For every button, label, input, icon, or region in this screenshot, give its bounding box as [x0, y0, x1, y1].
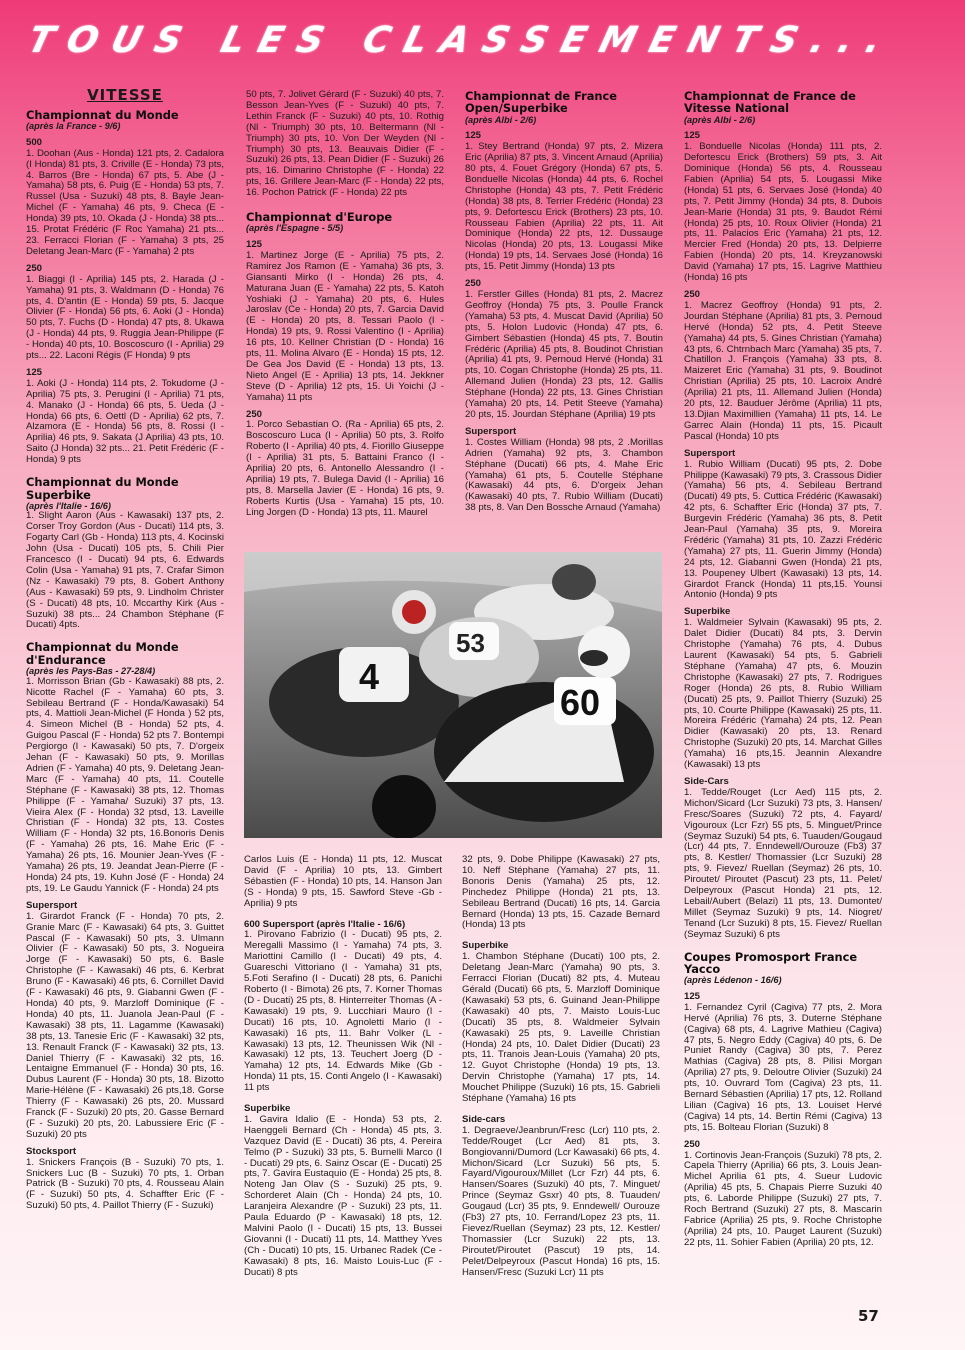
- category-label: 125: [684, 990, 701, 1002]
- category-label: 250: [26, 262, 43, 274]
- category-label: 125: [684, 130, 701, 142]
- results-text: 1. Ferstler Gilles (Honda) 81 pts, 2. Macrez Geoffroy (Honda) 75 pts, 3. Poulle Franck (Yamaha) 53 pts, 4. Muscat David (Aprilia) 50 pts, 5. Holon Ludovic (Honda) 47 pts, 6. Gimbert Sébastien (Honda) 45 pts, 7. Boutin Frédéric (Aprilia) 45 pts, 8. Boudinot Christian (Aprilia) 41 pts, 9. Pernoud Hervé (Honda) 31 pts, 10. Cogan Christophe (Honda) 25 pts, 11. Allemand Julien (Honda) 23 pts, 12. Gallis Stéphane (Honda) 22 pts, 13. Gines Christian (Yamaha) 20 pts, 14. Petit Steeve (Yamaha) 20 pts, 15. Jourdan Stéphane (Aprilia) 19 pts: [465, 289, 663, 420]
- category-label: Superbike: [462, 940, 509, 952]
- results-text: 1. Pirovano Fabrizio (I - Ducati) 95 pts, 2. Meregalli Massimo (I - Yamaha) 74 pts, 3. Mariottini Camillo (I - Ducati) 49 pts, 4. Guareschi Vittoriano (I - Yamaha) 31 pts, 5.Foti Serafino (I - Ducati) 28 pts, 6. Panichi Roberto (I - Bimota) 26 pts, 7. Korner Thomas (D - Ducati) 25 pts, 8. Hinterreiter Thomas (A - Kawasaki) 19 pts, 9. Lucchiari Mauro (I - Ducati) 16 pts, 10. Agnoletti Mario (I - Kawasaki) 16 pts, 11. Bahr Volker (L - Kawasaki) 13 pts, 12. Theunissen Wik (Nl - Kawasaki) 12 pts, 13. Teuchert Joerg (D - Yamaha) 12 pts, 14. Edwards Mike (Gb - Honda) 11 pts, 15. Conti Angelo (I - Kawasaki) 11 pts: [244, 929, 442, 1094]
- category-label: Superbike: [684, 606, 731, 618]
- category-label: 125: [246, 238, 263, 250]
- column-3-continued: [462, 855, 660, 1279]
- category-label: Supersport: [465, 425, 517, 437]
- results-text: 1. Doohan (Aus - Honda) 121 pts, 2. Cadalora (I Honda) 81 pts, 3. Criville (E - Honda) 73 pts, 4. Barros (Bre - Honda) 67 pts, 5. Abe (J - Yamaha) 58 pts, 6. Puig (E - Honda) 53 pts, 7. Russel (Usa - Suzuki) 48 pts, 8. Bayle Jean-Michel (F - Yamaha) 46 pts, 9. Checa (E - Honda) 39 pts, 10. Okada (J - Honda) 38 pts... 15. Protat Frédéric (F Roc Yamaha) 21 pts... 23. Ferracci Florian (F - Yamaha) 3 pts, 25 Deletang Jean-Marc (F - Yamaha) 2 pts: [26, 147, 224, 257]
- section-title: Championnat du Monde: [26, 107, 179, 122]
- results-text: 1. Biaggi (I - Aprilia) 145 pts, 2. Harada (J - Yamaha) 91 pts, 3. Waldmann (D - Honda) 76 pts, 4. D'antin (E - Honda) 59 pts, 5. Jacque Olivier (F - Honda) 56 pts, 6. Aoki (J - Honda) 50 pts, 7. Fuchs (D - Honda) 47 pts, 8. Ukawa (J - Honda) 44 pts, 9. Ruggia Jean-Philippe (F - Honda) 40 pts, 10. Boscoscuro (I - Aprilia) 29 pts... 22. Laconi Régis (F Honda) 9 pts: [26, 273, 224, 362]
- results-text: 1. Fernandez Cyril (Cagiva) 77 pts, 2. Mora Hervé (Aprilia) 76 pts, 3. Duterne Stéphane (Cagiva) 68 pts, 4. Lagrive Mathieu (Cagiva) 47 pts, 5. Negro Eddy (Cagiva) 40 pts, 6. De Puniet Randy (Cagiva) 30 pts, 7. Perez Mathias (Cagiva) 28 pts, 8. Pilisi Morgan (Aprilia) 27 pts, 9. Deloutre Olivier (Suzuki) 24 pts, 10. Ouvrard Tom (Cagiva) 23 pts, 11. Bernard Sébastien (Aprilia) 17 pts, 12. Rolland Lilian (Cagiva) 16 pts, 13. Louiset Hervé (Cagiva) 14 pts, 14. Bertin Rémi (Cagiva) 13 pts, 15. Bolteau Florian (Suzuki) 8: [684, 1001, 882, 1133]
- category-label: 600 Supersport (après l'Italie - 16/6): [244, 918, 406, 930]
- section-subtitle: (après Albi - 2/6): [684, 114, 756, 125]
- section-title: Championnat du Monde d'Endurance: [26, 640, 179, 667]
- category-label: Superbike: [244, 1103, 291, 1115]
- category-label: 250: [684, 1138, 701, 1150]
- category-label: 125: [26, 366, 43, 378]
- results-text: 32 pts, 9. Dobe Philippe (Kawasaki) 27 pts, 10. Neff Stéphane (Yamaha) 27 pts, 11. Bonoris Denis (Yamaha) 25 pts, 12. Pinchedez Philippe (Honda) 21 pts, 13. Sebileau Bertrand (Ducati) 16 pts, 14. Garcia Bernard (Honda) 13 pts, 15. Cazade Bernard (Honda) 13 pts: [462, 854, 660, 931]
- section-title: Championnat de France de Vitesse National: [684, 89, 856, 116]
- category-label: Side-Cars: [684, 775, 729, 787]
- results-text: Carlos Luis (E - Honda) 11 pts, 12. Muscat David (F - Aprilia) 10 pts, 13. Gimbert Sébastien (F - Honda) 10 pts, 14. Hanson Jan (S - Honda) 9 pts, 15. Sawford Steve -Gb - Aprilia) 9 pts: [244, 854, 442, 909]
- section-title: Championnat de France Open/Superbike: [465, 89, 618, 116]
- column-2: [246, 90, 444, 529]
- section-title: Championnat du Monde Superbike: [26, 475, 179, 502]
- section-subtitle: (après l'Italie - 16/6): [26, 500, 111, 511]
- results-text: 1. Porco Sebastian O. (Ra - Aprilia) 65 pts, 2. Boscoscuro Luca (I - Aprilia) 50 pts, 3. Rolfo Roberto (I - Aprilia) 40 pts, 4. Fiorillo Giuseppe (I - Aprilia) 31 pts, 5. Battaini Franco (I - Aprilia) 20 pts, 6. Antonello Alessandro (I - Aprilia) 19 pts, 7. Bulega David (I - Aprilia) 16 pts, 8. Marsella Javier (E - Honda) 16 pts, 9. Roberts Kurtis (Usa - Yamaha) 15 pts, 10. Ling Jorgen (D - Honda) 13 pts, 11. Maurel: [246, 419, 444, 518]
- endurance-section: [26, 641, 224, 1212]
- results-text: 1. Gavira Idalio (E - Honda) 53 pts, 2. Haenggeli Bernard (Ch - Honda) 45 pts, 3. Vazquez David (E - Ducati) 36 pts, 4. Pereira Telmo (P - Suzuki) 33 pts, 5. Burnelli Marco (I - Ducati) 29 pts, 6. Sainz Oscar (E - Ducati) 25 pts, 7. Gavira Eustaquio (E - Honda) 25 pts, 8. Noteng Jan Olav (S - Suzuki) 25 pts, 9. Schorderet Alain (Ch - Honda) 24 pts, 10. Laranjeira Alexandre (P - Suzuki) 23 pts, 11. Paula Eduardo (P - Kawasaki) 18 pts, 12. Malvini Paolo (I - Ducati) 15 pts, 13. Bussei Giovanni (I - Ducati) 11 pts, 14. Matthey Yves (Ch - Ducati) 10 pts, 15. Urbanec Radek (Ce - Kawasaki) 8 pts, 16. Maisto Louis-Luc (F - Ducati) 8 pts: [244, 1113, 442, 1278]
- race-photo: [244, 552, 662, 838]
- results-text: 1. Bonduelle Nicolas (Honda) 111 pts, 2. Defortescu Erick (Brothers) 59 pts, 3. Ait Dominique (Honda) 56 pts, 4. Rousseau Fabien (Aprilia) 54 pts, 5. Lougassi Mike (Honda) 51 pts, 6. Servaes José (Honda) 40 pts, 7. Petit Jimmy (Honda) 34 pts, 8. Dubois Jean-Marie (Honda) 31 pts, 9. Baudot Rémi (Honda) 25 pts, 10. Roux Olivier (Honda) 21 pts, 11. Palacios Eric (Yamaha) 21 pts, 12. Mercier Fred (Honda) 20 pts, 13. Delpierre Fabien (Honda) 20 pts, 14. Kreyzanowski David (Yamaha) 17 pts, 15. Lagrive Matthieu (Honda) 16 pts: [684, 141, 882, 284]
- column-2-continued: [244, 855, 442, 1279]
- championnat-monde-section: [26, 109, 224, 466]
- section-subtitle: (après les Pays-Bas - 27-28/4): [26, 666, 156, 677]
- championnat-europe-section: [246, 211, 444, 519]
- race-number-front: 60: [560, 682, 601, 723]
- results-text: 1. Morrisson Brian (Gb - Kawasaki) 88 pts, 2. Nicotte Rachel (F - Yamaha) 60 pts, 3. Sebileau Bertrand (F - Honda/Kawasaki) 54 pts, 4. Mattioli Jean-Michel (F Honda ) 52 pts, 4. Simeon Michel (B - Honda) 52 pts, 4. Guigou Pascal (F - Honda) 52 pts 7. Bontempi Pergiorgo (I - Kawasaki) 50 pts, 7. D'orgeix Jehan (F - Kawasaki) 50 pts, 9. Morillas Adrien (F - Yamaha) 40 pts, 9. Deletang Jean-Marc (F - Yamaha) 40 pts, 11. Coutelle Stéphane (F - Kawasaki) 38 pts, 12. Thomas Philippe (F - Yamaha/ Suzuki) 37 pts, 13. Vieira Alex (F - Honda) 32 ptsd, 13. Laveille Christian (F - Honda) 32 pts, 13. Costes William (F - Honda) 32 pts, 16.Bonoris Denis (F - Yamaha) 26 pts, 16. Mahe Eric (F - Yamaha) 26 pts, 16. Mounier Jean-Yves (F - Yamaha) 26 pts, 19. Jeandat Jean-Pierre (F - Honda) 24 pts, 19. Kuhn José (F - Honda) 24 pts, 19. Le Gaudu Yannick (F - Honda) 24 pts: [26, 675, 224, 894]
- section-subtitle: (après l'Espagne - 5/5): [246, 223, 344, 234]
- section-subtitle: (après Lédenon - 16/6): [684, 975, 782, 986]
- category-label: 250: [684, 289, 701, 300]
- france-vitesse-national-section: [684, 90, 882, 941]
- france-open-superbike-section: [465, 90, 663, 514]
- section-title: Championnat d'Europe: [246, 210, 393, 225]
- motorcycle-race-illustration: [244, 552, 662, 838]
- race-number-back: 53: [456, 628, 485, 658]
- results-text: 1. Stey Bertrand (Honda) 97 pts, 2. Mizera Eric (Aprilia) 87 pts, 3. Vincent Arnaud (Aprilia) 80 pts, 4. Fouet Grégory (Honda) 67 pts, 5. Bonduelle Nicolas (Honda) 44 pts, 6. Rochel Christophe (Honda) 43 pts, 7. Petit Frédéric (Honda) 38 pts, 8. Terrier Frédéric (Honda) 23 pts, 9. Defortescu Erick (Brothers) 23 pts, 10. Rousseau Fabien (Aprilia) 22 pts, 11. Ait Dominique (Honda) 22 pts, 12. Dussauge Nicolas (Honda) 20 pts, 13. Lougassi Mike (Honda) 19 pts, 14. Servaes José (Honda) 16 pts, 15. Petit Jimmy (Honda) 13 pts: [465, 141, 663, 273]
- category-label: Supersport: [684, 447, 736, 459]
- page-number: 57: [858, 1307, 879, 1325]
- results-text: 50 pts, 7. Jolivet Gérard (F - Suzuki) 40 pts, 7. Besson Jean-Yves (F - Suzuki) 40 pts, 7. Lethin Franck (F - Suzuki) 40 pts, 10. Rothig (Nl - Triumph) 30 pts, 10. Beltermann (Nl - Triumph) 30 pts, 10. Von Der Weyden (Nl - Triumph) 30 pts, 13. Beauvais Didier (F - Suzuki) 26 pts, 13. Pean Didier (F - Suzuki) 26 pts, 16. Dimarino Christophe (F - Honda) 22 pts, 16. Grillere Jean-Marc (F - Honda) 22 pts, 16. Pochon Patrick (F - Honda) 22 pts: [246, 89, 444, 199]
- results-text: 1. Chambon Stéphane (Ducati) 100 pts, 2. Deletang Jean-Marc (Yamaha) 90 pts, 3. Ferracci Florian (Ducati) 82 pts, 4. Muteau Gérald (Ducati) 66 pts, 5. Marzloff Dominique (Kawasaki) 53 pts, 6. Guinand Jean-Philippe (Kawasaki) 40 pts, 7. Maisto Louis-Luc (Ducati) 35 pts, 8. Waldmeier Sylvain (Kawasaki) 25 pts, 9. Laveille Christian (Honda) 24 pts, 10. Dalet Didier (Ducati) 23 pts, 11. Tranois Jean-Louis (Yamaha) 20 pts, 12. Guyot Christophe (Honda) 19 pts, 13. Dervin Christophe (Yamaha) 17 pts, 14. Mouchet Philippe (Suzuki) 16 pts, 15. Gabrieli Stéphane (Yamaha) 16 pts: [462, 951, 660, 1105]
- results-text: 1. Snickers François (B - Suzuki) 70 pts, 1. Snickers Luc (B - Suzuki) 70 pts, 1. Orban Patrick (B - Suzuki) 70 pts, 4. Rousseau Alain (F - Suzuki) 50 pts, 4. Schaffter Eric (F - Suzuki) 50 pts, 4. Paillot Thierry (F - Suzuki): [26, 1156, 224, 1212]
- results-text: 1. Martinez Jorge (E - Aprilia) 75 pts, 2. Ramirez Jos Ramon (E - Yamaha) 36 pts, 3. Giansanti Mirko (I - Honda) 26 pts, 4. Maturana Juan (E - Yamaha) 22 pts, 5. Katoh Yoshiaki (J - Yamaha) 20 pts, 6. Hules Jaroslav (Ce - Honda) 20 pts, 7. Garcia David (E - Honda) 20 pts, 8. Tessari Paolo (I - Honda) 19 pts, 9. Rossi Valentino (I - Aprilia) 16 pts, 10. Kellner Christian (D - Honda) 16 pts, 11. Molina Alvaro (E - Honda) 15 pts, 12. De Gea Jos David (E - Honda) 13 pts, 13. Nieto Angel (E - Aprilia) 13 pts, 14. Jekkner Steve (D - Aprilia) 12 pts, 15. Ui Yoichi (J - Yamaha) 11 pts: [246, 249, 444, 403]
- category-label: 125: [465, 130, 482, 142]
- section-title: Coupes Promosport France Yacco: [684, 949, 858, 976]
- results-text: 1. Costes William (Honda) 98 pts, 2 .Morillas Adrien (Yamaha) 92 pts, 3. Chambon Stéphane (Ducati) 66 pts, 4. Mahe Eric (Yamaha) 61 pts, 5. Coutelle Stéphane (Kawasaki) 44 pts, 6. D'orgeix Jehan (Kawasaki) 40 pts, 7. Rubio William (Ducati) 38 pts, 8. Van Den Bossche Arnaud (Yamaha): [465, 436, 663, 514]
- results-text: 1. Rubio William (Ducati) 95 pts, 2. Dobe Philippe (Kawasaki) 79 pts, 3. Crassous Didier (Yamaha) 56 pts, 4. Sebileau Bertrand (Ducati) 49 pts, 5. Cuttica Frédéric (Kawasaki) 42 pts, 6. Schaffter Eric (Honda) 37 pts, 7. Burgevin Frédéric (Yamaha) 36 pts, 8. Petit Jean-Paul (Yamaha) 35 pts, 9. Moreira Frédéric (Yamaha) 31 pts, 10. Zazzi Frédéric (Yamaha) 27 pts, 11. Guerin Jimmy (Honda) 24 pts, 12. Giabanni Gwen (Honda) 21 pts, 13. Poupeney Ulbert (Kawasaki) 13 pts, 14. Girardot Franck (Honda) 11 pts,15. Younsi Antonio (Honda) 9 pts: [684, 458, 882, 601]
- category-label: 250: [465, 278, 482, 290]
- results-text: 1. Girardot Franck (F - Honda) 70 pts, 2. Granie Marc (F - Kawasaki) 64 pts, 3. Guittet Pascal (F - Kawasaki) 50 pts, 3. Ulmann Olivier (F - Kawasaki) 50 pts, 3. Nogueira Jorge (F - Kawasaki) 50 pts, 6. Basle Christophe (F - Kawasaki) 46 pts, 6. Kerbrat Bruno (F - Kawasaki) 46 pts, 6. Cornillet David (F - Kawasaki) 46 pts, 9. Giabanni Gwen (F - Honda) 40 pts, 9. Marzloff Dominique (F - Honda) 40 pts, 11. Juanola Jean-Paul (F - Kawasaki) 38 pts, 11. Lagamme (Kawasaki) 38 pts, 13. Tanesie Eric (F - Kawasaki) 32 pts, 13. Renault Franck (F - Kawasaki) 32 pts, 13. Daniel Thierry (F - Kawasaki) 32 pts, 16. Lentaigne Emmanuel (F - Honda) 30 pts, 16. Dubus Laurent (F - Honda) 30 pts, 18. Bizotto Marie-Hélène (F - Kawasaki) 26 pts,18. Gorse Thierry (F - Kawasaki) 26 pts, 20. Mussard Franck (F - Suzuki) 20 pts, 20. Gasse Bernard (F - Suzuki) 20 pts, 20. Labussiere Eric (F - Suzuki) 20 pts: [26, 910, 224, 1140]
- category-label: Stocksport: [26, 1145, 77, 1157]
- section-subtitle: (après la France - 9/6): [26, 121, 121, 132]
- results-text: 1. Macrez Geoffroy (Honda) 91 pts, 2. Jourdan Stéphane (Aprilia) 81 pts, 3. Pernoud Hervé (Honda) 52 pts, 4. Petit Steeve (Yamaha) 44 pts, 5. Gines Christian (Yamaha) 43 pts, 6. Chtrnbach Marc (Yamaha) 35 pts, 7. Chatillon J. François (Yamaha) 33 pts, 8. Maizeret Eric (Yamaha) 31 pts, 9. Boudinot Christian (Aprilia) 25 pts, 10. Lacroix André (Aprilia) 21 pts, 11. Allemand Julien (Honda) 20 pts, 12. Bauduer Jérôme (Aprilia) 11 pts, 13.Djian Maximillien (Yamaha) 11 pts, 14. Le Garrec Alain (Honda) 11 pts, 15. Picault Pascal (Honda) 10 pts: [684, 299, 882, 442]
- category-label: 250: [246, 408, 263, 420]
- results-text: 1. Tedde/Rouget (Lcr Aed) 115 pts, 2. Michon/Sicard (Lcr Suzuki) 73 pts, 3. Hansen/ Fresc/Soares (Suzuki) 72 pts, 4. Fayard/ Vigouroux (Lcr Fzr) 55 pts, 5. Minguet/Prince (Seymaz Suzuki) 54 pts, 6. Tuauden/Gougaud (Lcr) 44 pts, 7. Enndewell/Ourouze (Fb3) 37 pts, 8. Kestler/ Thomassier (Lcr Suzuki) 28 pts, 9. Fievez/ Ruellan (Seymaz) 26 pts, 10. Piroutet/ Piroutet (Pascut) 23 pts, 11. Pelet/ Delpeyroux (Pascut Honda) 21 pts, 12. Lebail/Aubert (Belazi) 11 pts, 13. Dumontet/ Millet (Seymaz Suzuki) 9 pts, 14. Niogret/ Tenand (Lcr Suzuki) 8 pts, 15. Fievez/ Ruellan (Seymaz Suzuki) 6 pts: [684, 786, 882, 940]
- column-4: [684, 90, 882, 1259]
- section-heading-vitesse: VITESSE: [87, 86, 163, 104]
- category-label: Side-cars: [462, 1113, 506, 1125]
- superbike-monde-section: [26, 476, 224, 631]
- results-text: 1. Waldmeier Sylvain (Kawasaki) 95 pts, 2. Dalet Didier (Ducati) 84 pts, 3. Dervin Christophe (Yamaha) 76 pts, 4. Dubus Laurent (Kawasaki) 54 pts, 5. Gabrieli Stéphane (Yamaha) 47 pts, 6. Mouzin Christophe (Kawasaki) 27 pts, 7. Rodrigues Roger (Honda) 26 pts, 8. Rubio William (Ducati) 25 pts, 9. Paillot Thierry (Suzuki) 25 pts, 10. Courte Philippe (Kawasaki) 25 pts, 11. Moreira Frédéric (Yamaha) 24 pts, 12. Pean Didier (Kawasaki) 20 pts, 13. Renard Christophe (Suzuki) 20 pts, 14. Marchat Gilles (Yamaha) 16 pts,15. Jeannin Alexandre (Kawasaki) 13 pts: [684, 617, 882, 771]
- column-3: [465, 90, 663, 524]
- category-label: 500: [26, 136, 43, 148]
- results-text: 1. Cortinovis Jean-François (Suzuki) 78 pts, 2. Capela Thierry (Aprilia) 66 pts, 3. Louis Jean-Michel Aprilia 61 pts, 4. Sueur Ludovic (Aprilia) 45 pts, 5. Chapais Pierre Suzuki 40 pts, 6. Laborde Philippe (Suzuki) 27 pts, 7. Roch Bertrand (Suzuki) 27 pts, 8. Mascarin Fabrice (Aprilia) 25 pts, 9. Roche Christophe (Aprilia) 24 pts, 10. Pauget Laurent (Suzuki) 22 pts, 11. Sohier Fabien (Aprilia) 20 pts, 12.: [684, 1149, 882, 1248]
- section-subtitle: (après Albi - 2/6): [465, 114, 537, 125]
- results-text: 1. Slight Aaron (Aus - Kawasaki) 137 pts, 2. Corser Troy Gordon (Aus - Ducati) 114 pts, 3. Fogarty Carl (Gb - Honda) 113 pts, 4. Kocinski John (Usa - Ducati) 105 pts, 5. Chili Pier Francesco (I - Ducati) 94 pts, 6. Edwards Colin (Usa - Yamaha) 91 pts, 7. Crafar Simon (Nz - Kawasaki) 79 pts, 8. Gobert Anthony (Aus - Kawasaki) 59 pts, 9. Lindholm Christer (S - Ducati) 48 pts, 10. Mccarthy Kirk (Aus - Suzuki) 38 pts... 24 Chambon Stéphane (F Ducati) 4pts.: [26, 510, 224, 631]
- category-label: Supersport: [26, 899, 78, 911]
- results-text: 1. Degraeve/Jeanbrun/Fresc (Lcr) 110 pts, 2. Tedde/Rouget (Lcr Aed) 81 pts, 3. Bongiovanni/Dumord (Lcr Kawasaki) 66 pts, 4. Michon/Sicard (Lcr Suzuki) 56 pts, 5. Fayard/Vigouroux/Millet (Lcr Fzr) 44 pts, 6. Hansen/Soares (Suzuki) 40 pts, 7. Minguet/ Prince (Seymaz Gsxr) 40 pts, 8. Tuauden/ Gougaud (Lcr) 35 pts, 9. Enndewell/ Ourouze (Fb3) 27 pts, 10. Ferrand/Lopez 23 pts, 11. Fievez/Ruellan (Seymaz) 23 pts, 12. Kestler/ Thomassier (Lcr Suzuki) 22 pts, 13. Piroutet/Piroutet (Pascut) 19 pts, 14. Pelet/Delpeyroux (Pascut Honda) 16 pts, 15. Hansen/Fresc (Suzuki Lcr) 11 pts: [462, 1124, 660, 1278]
- race-number-left: 4: [359, 656, 380, 697]
- column-1: [26, 86, 224, 1222]
- results-text: 1. Aoki (J - Honda) 114 pts, 2. Tokudome (J - Aprilia) 75 pts, 3. Perugini (I - Aprilia) 71 pts, 4. Manako (J - Honda) 66 pts, 5. Ueda (J - Honda) 66 pts, 6. Oettl (D - Aprilia) 62 pts, 7. Alzamora (E - Honda) 56 pts, 8. Rossi (I - Aprilia) 46 pts, 9. Sakata (J Aprilia) 43 pts, 10. Saito (J Honda) 32 pts... 21. Petit Frédéric (F - Honda) 9 pts: [26, 377, 224, 466]
- page-banner: TOUS LES CLASSEMENTS...: [23, 20, 900, 61]
- coupes-promosport-section: [684, 951, 882, 1249]
